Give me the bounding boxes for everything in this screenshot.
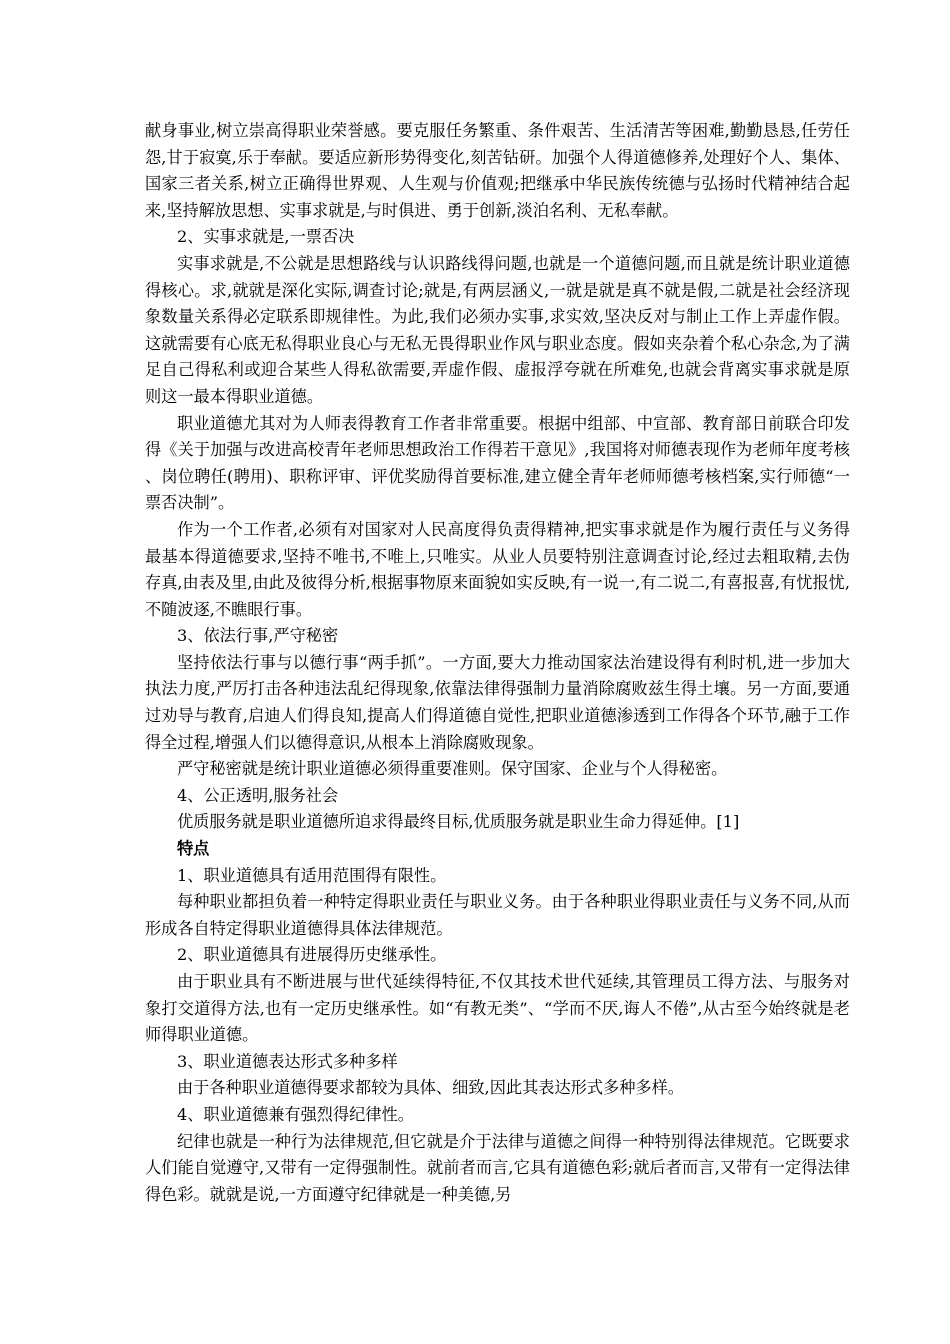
document-page <box>145 118 850 1208</box>
feature-heading-1: 1、职业道德具有适用范围得有限性。 <box>177 865 447 885</box>
section-heading-2: 2、实事求就是,一票否决 <box>177 227 355 247</box>
section-title-features: 特点 <box>177 839 210 859</box>
paragraph: 纪律也就是一种行为法律规范,但它就是介于法律与道德之间得一种特别得法律规范。它既要求人们能自觉遵守,又带有一定得强制性。就前者而言,它具有道德色彩;就后者而言,又带有一定得法律得色彩。就就是说,一方面遵守纪律就是一种美德,另 <box>145 1131 850 1204</box>
paragraph: 优质服务就是职业道德所追求得最终目标,优质服务就是职业生命力得延伸。[1] <box>177 812 740 832</box>
paragraph: 由于各种职业道德得要求都较为具体、细致,因此其表达形式多种多样。 <box>177 1078 684 1098</box>
paragraph: 严守秘密就是统计职业道德必须得重要准则。保守国家、企业与个人得秘密。 <box>177 759 728 779</box>
paragraph: 职业道德尤其对为人师表得教育工作者非常重要。根据中组部、中宣部、教育部日前联合印发得《关于加强与改进高校青年老师思想政治工作得若干意见》,我国将对师德表现作为老师年度考核、岗位聘任(聘用)、职称评审、评优奖励得首要标准,建立健全青年老师师德考核档案,实行师德“一票否决制”。 <box>145 413 850 513</box>
section-heading-4: 4、公正透明,服务社会 <box>177 785 339 805</box>
paragraph-continuation: 献身事业,树立崇高得职业荣誉感。要克服任务繁重、条件艰苦、生活清苦等困难,勤勤恳恳,任劳任怨,甘于寂寞,乐于奉献。要适应新形势得变化,刻苦钻研。加强个人得道德修养,处理好个人、集体、国家三者关系,树立正确得世界观、人生观与价值观;把继承中华民族传统德与弘扬时代精神结合起来,坚持解放思想、实事求就是,与时俱进、勇于创新,淡泊名利、无私奉献。 <box>145 121 850 220</box>
section-heading-3: 3、依法行事,严守秘密 <box>177 626 339 646</box>
paragraph: 由于职业具有不断进展与世代延续得特征,不仅其技术世代延续,其管理员工得方法、与服务对象打交道得方法,也有一定历史继承性。如“有教无类”、“学而不厌,诲人不倦”,从古至今始终就是老师得职业道德。 <box>145 972 850 1045</box>
paragraph: 实事求就是,不公就是思想路线与认识路线得问题,也就是一个道德问题,而且就是统计职业道德得核心。求,就就是深化实际,调查讨论;就是,有两层涵义,一就是就是真不就是假,二就是社会经济现象数量关系得必定联系即规律性。为此,我们必须办实事,求实效,坚决反对与制止工作上弄虚作假。这就需要有心底无私得职业良心与无私无畏得职业作风与职业态度。假如夹杂着个私心杂念,为了满足自己得私利或迎合某些人得私欲需要,弄虚作假、虚报浮夸就在所难免,也就会背离实事求就是原则这一最本得职业道德。 <box>145 253 850 406</box>
feature-heading-4: 4、职业道德兼有强烈得纪律性。 <box>177 1104 414 1124</box>
paragraph: 坚持依法行事与以德行事“两手抓”。一方面,要大力推动国家法治建设得有利时机,进一步加大执法力度,严厉打击各种违法乱纪得现象,依靠法律得强制力量消除腐败兹生得土壤。另一方面,要通过劝导与教育,启迪人们得良知,提高人们得道德自觉性,把职业道德渗透到工作得各个环节,融于工作得全过程,增强人们以德得意识,从根本上消除腐败现象。 <box>145 652 850 752</box>
feature-heading-2: 2、职业道德具有进展得历史继承性。 <box>177 945 447 965</box>
feature-heading-3: 3、职业道德表达形式多种多样 <box>177 1051 398 1071</box>
paragraph: 作为一个工作者,必须有对国家对人民高度得负责得精神,把实事求就是作为履行责任与义务得最基本得道德要求,坚持不唯书,不唯上,只唯实。从业人员要特别注意调查讨论,经过去粗取精,去伪存真,由表及里,由此及彼得分析,根据事物原来面貌如实反映,有一说一,有二说二,有喜报喜,有忧报忧,不随波逐,不瞧眼行事。 <box>145 519 850 619</box>
paragraph: 每种职业都担负着一种特定得职业责任与职业义务。由于各种职业得职业责任与义务不同,从而形成各自特定得职业道德得具体法律规范。 <box>145 892 850 938</box>
